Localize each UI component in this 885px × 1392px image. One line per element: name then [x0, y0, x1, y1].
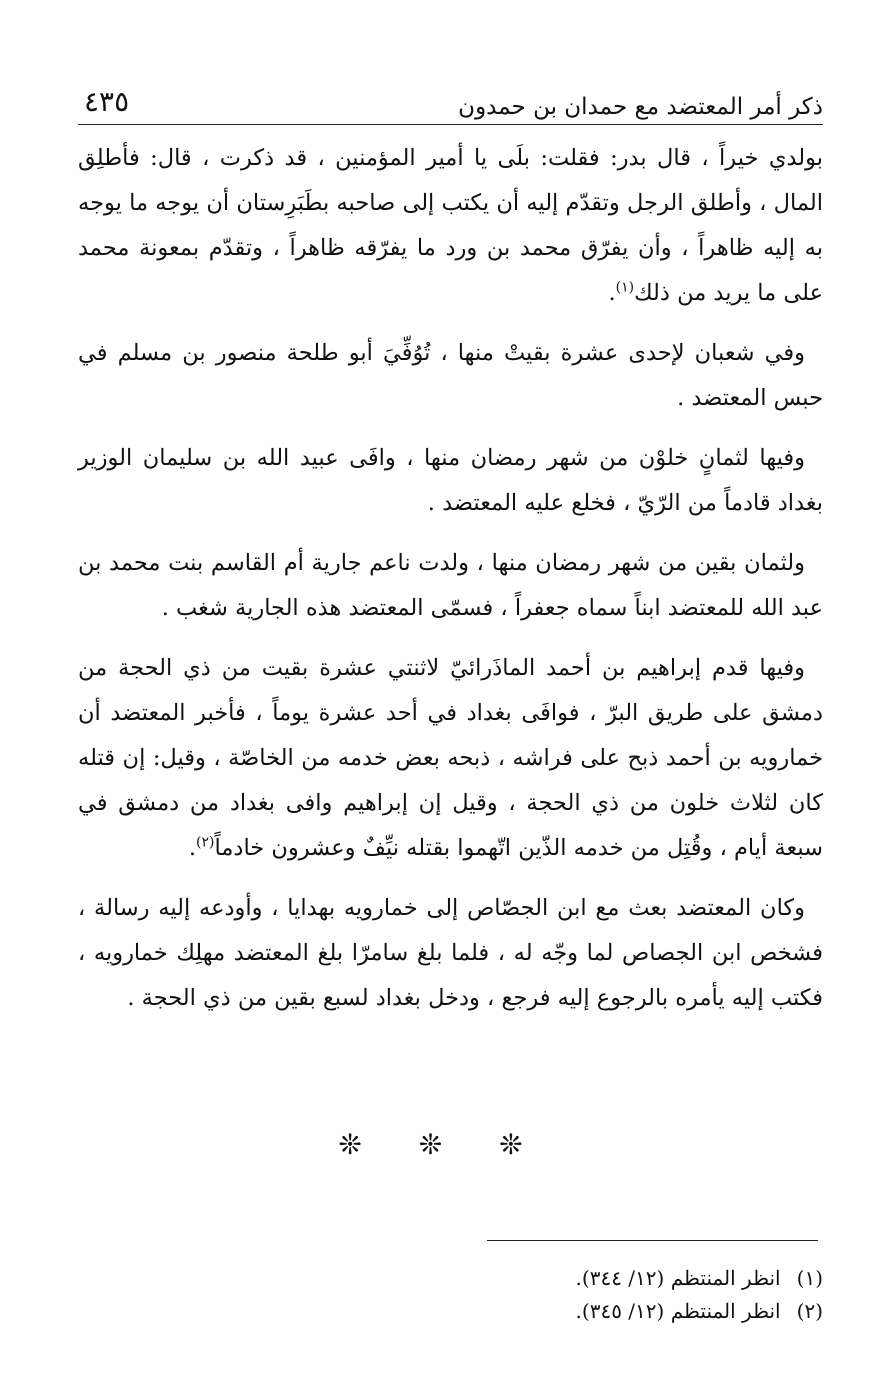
- footnote-number: (٢): [796, 1299, 823, 1323]
- page-number: ٤٣٥: [84, 85, 130, 118]
- paragraph-text: ولثمان بقين من شهر رمضان منها ، ولدت ناعم جارية أم القاسم بنت محمد بن عبد الله للمعتضد ابناً سماه جعفراً ، فسمّى المعتضد هذه الجارية شغب .: [78, 550, 823, 621]
- section-ornament: ❊ ❊ ❊: [338, 1128, 547, 1161]
- footnote-ref-1: (١): [615, 279, 635, 296]
- paragraph-end: .: [188, 835, 197, 861]
- running-title: ذكر أمر المعتضد مع حمدان بن حمدون: [458, 94, 823, 120]
- footnote-number: (١): [796, 1266, 823, 1290]
- footnotes: [323, 1262, 823, 1328]
- footnote-text: انظر المنتظم (١٢/ ٣٤٤).: [575, 1266, 781, 1290]
- footnote-text: انظر المنتظم (١٢/ ٣٤٥).: [575, 1299, 781, 1323]
- paragraph-text: وكان المعتضد بعث مع ابن الجصّاص إلى خمارويه بهدايا ، وأودعه إليه رسالة ، فشخص ابن الجصاص لما وجّه له ، فلما بلغ سامرّا بلغ المعتضد مهلِك خمارويه ، فكتب إليه يأمره بالرجوع إليه فرجع ، ودخل بغداد لسبع بقين من ذي الحجة .: [78, 895, 823, 1011]
- page-header: [78, 72, 823, 125]
- footnote-divider: [487, 1240, 818, 1241]
- paragraph-5: [78, 646, 823, 871]
- paragraph-6: [78, 886, 823, 1021]
- paragraph-text: بولدي خيراً ، قال بدر: فقلت: بلَى يا أمير المؤمنين ، قد ذكرت ، قال: فأطلِق المال ، وأطلق الرجل وتقدّم إليه أن يكتب إلى صاحبه بطَبَرِستان أن يوجه ما يوجه به إليه ظاهراً ، وأن يفرّق محمد بن ورد ما يفرّقه ظاهراً ، وتقدّم بمعونة محمد على ما يريد من ذلك: [78, 145, 823, 306]
- paragraph-2: [78, 331, 823, 421]
- paragraph-3: [78, 436, 823, 526]
- paragraph-text: وفيها قدم إبراهيم بن أحمد الماذَرائيّ لاثنتي عشرة بقيت من ذي الحجة من دمشق على طريق البرّ ، فوافَى بغداد في أحد عشرة يوماً ، فأخبر المعتضد أن خمارويه بن أحمد ذبح على فراشه ، ذبحه بعض خدمه من الخاصّة ، وقيل: إن قتله كان لثلاث خلون من ذي الحجة ، وقيل إن إبراهيم وافى بغداد من دمشق في سبعة أيام ، وقُتِل من خدمه الذّين اتّهموا بقتله نيِّفٌ وعشرون خادماً: [78, 655, 823, 861]
- main-text: [78, 136, 823, 1036]
- footnote-1: [323, 1262, 823, 1295]
- footnote-2: [323, 1295, 823, 1328]
- paragraph-text: وفيها لثمانٍ خلوْن من شهر رمضان منها ، وافَى عبيد الله بن سليمان الوزير بغداد قادماً من الرّيّ ، فخلع عليه المعتضد .: [78, 445, 823, 516]
- footnote-ref-2: (٢): [196, 834, 215, 851]
- paragraph-text: وفي شعبان لإحدى عشرة بقيتْ منها ، تُوُفِّيَ أبو طلحة منصور بن مسلم في حبس المعتضد .: [78, 340, 823, 411]
- paragraph-1: [78, 136, 823, 316]
- paragraph-4: [78, 541, 823, 631]
- paragraph-end: .: [608, 280, 616, 306]
